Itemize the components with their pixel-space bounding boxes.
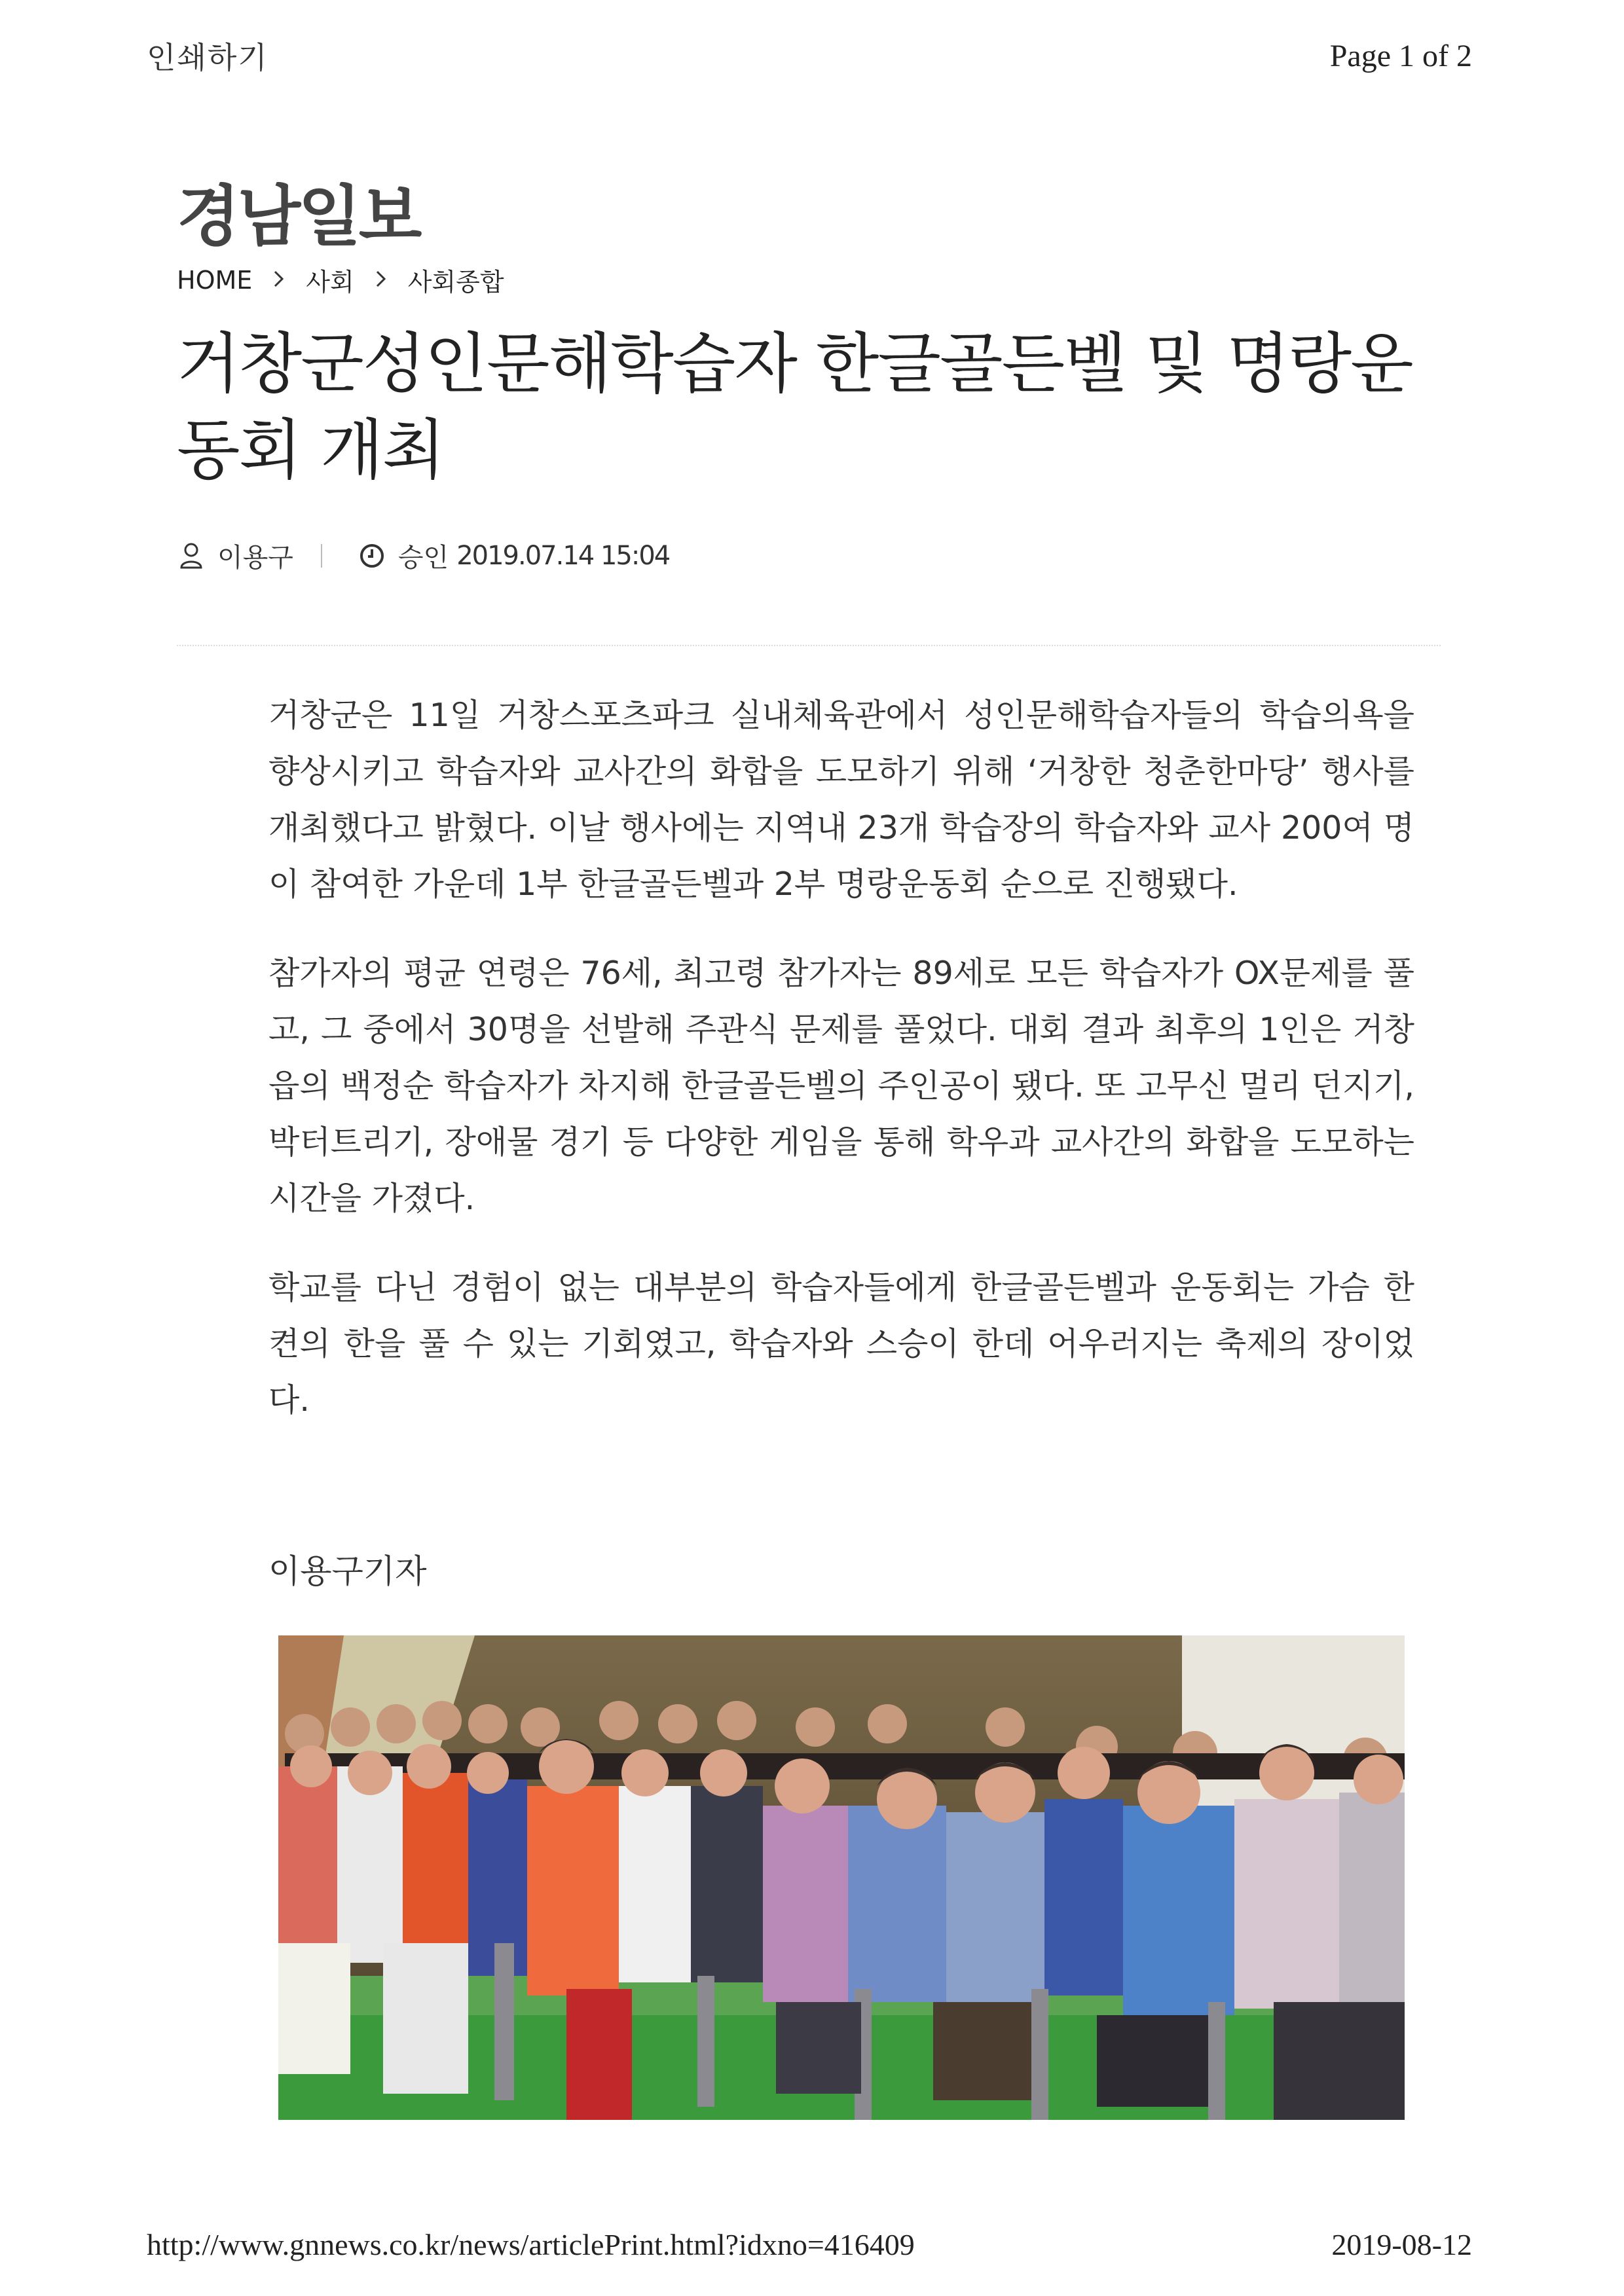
article-body (268, 687, 1414, 1461)
divider-line (177, 645, 1441, 646)
article-photo (278, 1635, 1405, 2120)
article-meta (177, 537, 669, 574)
breadcrumb-society[interactable]: 사회 (306, 268, 354, 297)
user-icon (177, 541, 206, 570)
paragraph: 학교를 다닌 경험이 없는 대부분의 학습자들에게 한글골든벨과 운동회는 가슴 한 켠의 한을 풀 수 있는 기회였고, 학습자와 스승이 한데 어우러지는 축제의 장이었다. (268, 1269, 1414, 1419)
paragraph: 참가자의 평균 연령은 76세, 최고령 참가자는 89세로 모든 학습자가 OX문제를 풀고, 그 중에서 30명을 선발해 주관식 문제를 풀었다. 대회 결과 최후의 1인은 거창읍의 백정순 학습자가 차지해 한글골든벨의 주인공이 됐다. 또 고무신 멀리 던지기, 박터트리기, 장애물 경기 등 다양한 게임을 통해 학우과 교사간의 화합을 도모하는 시간을 가졌다. (268, 955, 1414, 1217)
page-indicator: Page 1 of 2 (1329, 39, 1472, 73)
author-name: 이용구 (217, 543, 293, 573)
print-date: 2019-08-12 (1331, 2228, 1472, 2261)
meta-divider (321, 544, 322, 568)
chevron-right-icon (272, 266, 286, 295)
breadcrumb (177, 262, 504, 298)
chevron-right-icon (374, 266, 388, 295)
seated-audience-illustration (278, 1635, 1405, 2120)
paragraph: 거창군은 11일 거창스포츠파크 실내체육관에서 성인문해학습자들의 학습의욕을 향상시키고 학습자와 교사간의 화합을 도모하기 위해 ‘거창한 청춘한마당’ 행사를 개최했다고 밝혔다. 이날 행사에는 지역내 23개 학습장의 학습자와 교사 200여 명이 참여한 가운데 1부 한글골든벨과 2부 명랑운동회 순으로 진행됐다. (268, 697, 1414, 903)
source-url: http://www.gnnews.co.kr/news/articlePrint.html?idxno=416409 (147, 2228, 915, 2261)
newspaper-logo: 경남일보 (177, 178, 420, 255)
approved-time: 2019.07.14 15:04 (456, 540, 670, 571)
article-title: 거창군성인문해학습자 한글골든벨 및 명랑운동회 개최 (177, 325, 1412, 488)
reporter-byline: 이용구기자 (268, 1552, 427, 1590)
print-link[interactable]: 인쇄하기 (147, 40, 268, 75)
approved-label: 승인 (397, 543, 449, 573)
breadcrumb-society-general[interactable]: 사회종합 (407, 268, 504, 297)
breadcrumb-home[interactable]: HOME (177, 265, 253, 295)
clock-icon (358, 541, 386, 570)
